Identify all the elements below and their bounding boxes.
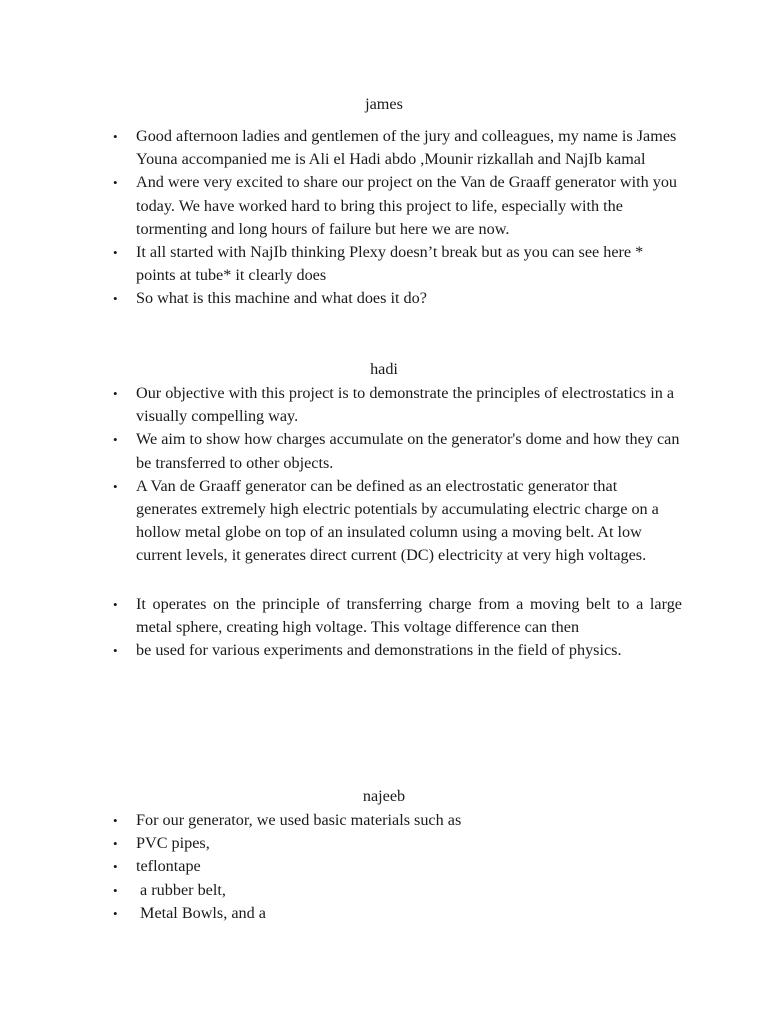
list-item: • It operates on the principle of transferring charge from a moving belt to a large metal sphere, creating high voltage. This voltage difference can then bbox=[113, 594, 682, 636]
section-heading-james: james bbox=[365, 95, 403, 113]
bullet-icon: • bbox=[113, 905, 118, 921]
bullet-icon: • bbox=[113, 882, 118, 898]
bullet-icon: • bbox=[113, 859, 118, 875]
bullet-icon: • bbox=[113, 291, 118, 307]
list-item: • Metal Bowls, and a bbox=[0, 902, 682, 925]
bullet-icon: • bbox=[113, 129, 118, 144]
section-heading-najeeb: najeeb bbox=[362, 787, 406, 805]
bullet-list-hadi bbox=[0, 382, 768, 662]
list-item: • For our generator, we used basic materials such as bbox=[0, 809, 682, 832]
bullet-icon: • bbox=[113, 432, 118, 448]
bullet-icon: • bbox=[113, 478, 118, 494]
list-item: • be used for various experiments and demonstrations in the field of physics. bbox=[0, 639, 682, 662]
bullet-icon: • bbox=[113, 836, 118, 852]
list-item: • a rubber belt, bbox=[0, 879, 682, 902]
list-item: • teflontape bbox=[0, 855, 682, 878]
bullet-list-najeeb bbox=[0, 809, 768, 925]
list-item: • Our objective with this project is to demonstrate the principles of electrostatics in a visually compelling way. bbox=[113, 384, 675, 426]
section-heading-hadi: hadi bbox=[370, 360, 398, 378]
bullet-icon: • bbox=[113, 386, 118, 401]
list-item: • It all started with NajIb thinking Plexy doesn’t break but as you can see here * points at tube* it clearly does bbox=[113, 243, 644, 285]
list-item: • We aim to show how charges accumulate on the generator's dome and how they can be transferred to other objects. bbox=[113, 430, 680, 472]
list-item: • So what is this machine and what does it do? bbox=[0, 287, 682, 310]
bullet-icon: • bbox=[113, 175, 118, 191]
bullet-icon: • bbox=[113, 643, 118, 659]
bullet-icon: • bbox=[113, 813, 118, 828]
bullet-icon: • bbox=[113, 245, 118, 261]
list-item: • And were very excited to share our project on the Van de Graaff generator with you today. We have worked hard to bring this project to life, especially with the tormenting and long hours of failure but here we are now. bbox=[113, 173, 678, 238]
bullet-icon: • bbox=[113, 596, 118, 612]
bullet-list-james bbox=[0, 125, 768, 311]
list-item: • PVC pipes, bbox=[0, 832, 682, 855]
list-item: • Good afternoon ladies and gentlemen of the jury and colleagues, my name is James Youna accompanied me is Ali el Hadi abdo ,Mounir rizkallah and NajIb kamal bbox=[113, 127, 677, 169]
list-item: • A Van de Graaff generator can be defined as an electrostatic generator that generates extremely high electric potentials by accumulating electric charge on a hollow metal globe on top of an insulated column using a moving belt. At low current levels, it generates direct current (DC) electricity at very high voltages. bbox=[113, 476, 659, 565]
